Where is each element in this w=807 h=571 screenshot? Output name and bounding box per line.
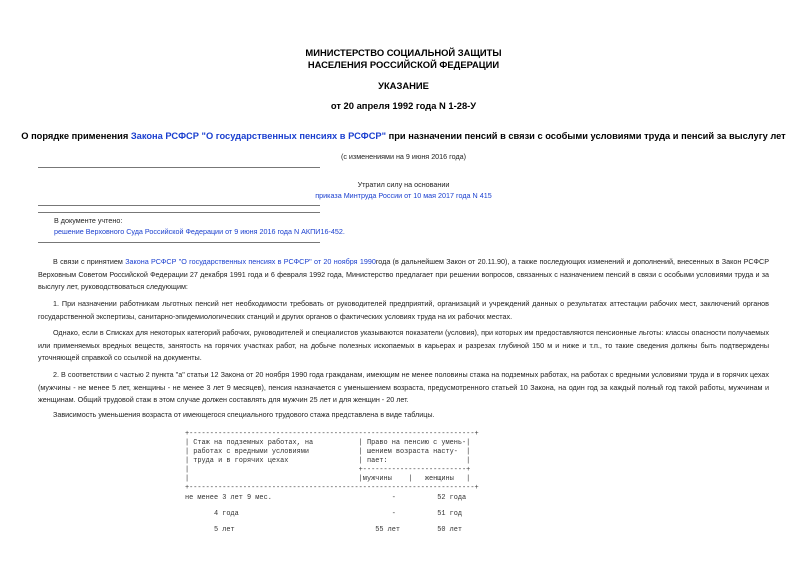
title-suffix: при назначении пенсий в связи с особыми условиями труда и пенсий за выслугу лет <box>386 131 786 141</box>
paragraph-1 <box>38 298 769 323</box>
table-row: 5 лет 55 лет 50 лет <box>185 526 463 534</box>
considered-label: В документе учтено: <box>54 216 123 225</box>
paragraph-3 <box>38 369 769 407</box>
ministry-line-1: МИНИСТЕРСТВО СОЦИАЛЬНОЙ ЗАЩИТЫ <box>305 47 502 58</box>
supreme-court-decision-link[interactable]: решение Верховного Суда Российской Федерации от 9 июня 2016 года N АКПИ16-452. <box>54 227 345 236</box>
divider <box>38 212 320 213</box>
paragraph-intro <box>38 256 769 294</box>
document-type: УКАЗАНИЕ <box>378 80 429 91</box>
intro-prefix: В связи с принятием <box>53 257 126 266</box>
table-header-line: | Стаж на подземных работах, на | Право на пенсию с умень-| <box>185 439 471 447</box>
paragraph-1-text: 1. При назначении работникам льготных пенсий нет необходимости требовать от руководителей предприятий, организаций и учреждений данных о результатах аттестации рабочих мест, заключений органов государственной экспертизы, санитарно-эпидемиологических станций и других органов о фактических условиях труда на их рабочих местах. <box>38 299 769 321</box>
table-row: 4 года - 51 год <box>185 510 463 518</box>
document-title <box>0 131 807 141</box>
divider <box>38 242 320 243</box>
table-header-line: +---------------------------------------------------------------------+ <box>185 484 479 492</box>
intro-suffix: года (в дальнейшем Закон от 20.11.90), а также последующих изменений и дополнений, внесенных в Закон РСФСР Верховным Советом Российской Федерации 27 декабря 1991 года и 6 февраля 1992 года, Министерство предлагает при решении вопросов, связанных с назначением пенсий в связи с особыми условиями труда и за выслугу лет, руководствоваться следующим: <box>38 257 769 291</box>
ministry-line-2: НАСЕЛЕНИЯ РОССИЙСКОЙ ФЕДЕРАЦИИ <box>307 59 500 70</box>
considered-link-wrap <box>54 227 345 236</box>
paragraph-4 <box>38 409 769 422</box>
paragraph-2-text: Однако, если в Списках для некоторых категорий рабочих, руководителей и специалистов указываются показатели (условия), при которых им предоставляются пенсионные льготы: классы опасности получаемых или применяемых вредных веществ, занятость на горячих участках работ, на добыче полезных ископаемых в карьерах и разрезах глубиной 150 м и ниже и т.п., то такие сведения должны быть подтверждены уточняющей справкой со ссылкой на документы. <box>38 328 769 362</box>
table-row: не менее 3 лет 9 мес. - 52 года <box>185 494 467 502</box>
amendment-note: (с изменениями на 9 июня 2016 года) <box>340 152 467 161</box>
title-prefix: О порядке применения <box>21 131 131 141</box>
paragraph-3-text: 2. В соответствии с частью 2 пункта "а" статьи 12 Закона от 20 ноября 1990 года гражданам, имеющим не менее половины стажа на подземных работах, на работах с вредными условиями труда и в горячих цехах (мужчины - не менее 5 лет, женщины - не менее 3 лет 9 месяцев), пенсия назначается с уменьшением возраста, предусмотренного статьей 10 Закона, на один год за каждый полный год такой работы, мужчинам и женщинам. Общий трудовой стаж в этом случае должен составлять для мужчин 25 лет и для женщин - 20 лет. <box>38 370 769 404</box>
paragraph-4-text: Зависимость уменьшения возраста от имеющегося специального трудового стажа представлена в виде таблицы. <box>53 410 435 419</box>
status-label: Утратил силу на основании <box>357 180 450 189</box>
paragraph-2 <box>38 327 769 365</box>
table-header-line: | +-------------------------+ <box>185 466 471 474</box>
divider <box>38 167 320 168</box>
table-header-line: | работах с вредными условиями | шением возраста насту- | <box>185 448 471 456</box>
table-border-top: +---------------------------------------------------------------------+ <box>185 430 479 438</box>
status-link <box>0 191 807 200</box>
title-law-link[interactable]: Закона РСФСР "О государственных пенсиях в РСФСР" <box>130 131 387 141</box>
table-header-line: | |мужчины | женщины | <box>185 475 471 483</box>
document-date-number: от 20 апреля 1992 года N 1-28-У <box>330 100 477 111</box>
repeal-order-link[interactable]: приказа Минтруда России от 10 мая 2017 года N 415 <box>315 191 492 200</box>
intro-law-link[interactable]: Закона РСФСР "О государственных пенсиях в РСФСР" от 20 ноября 1990 <box>125 257 376 266</box>
table-header-line: | труда и в горячих цехах | пает: | <box>185 457 471 465</box>
divider <box>38 205 320 206</box>
